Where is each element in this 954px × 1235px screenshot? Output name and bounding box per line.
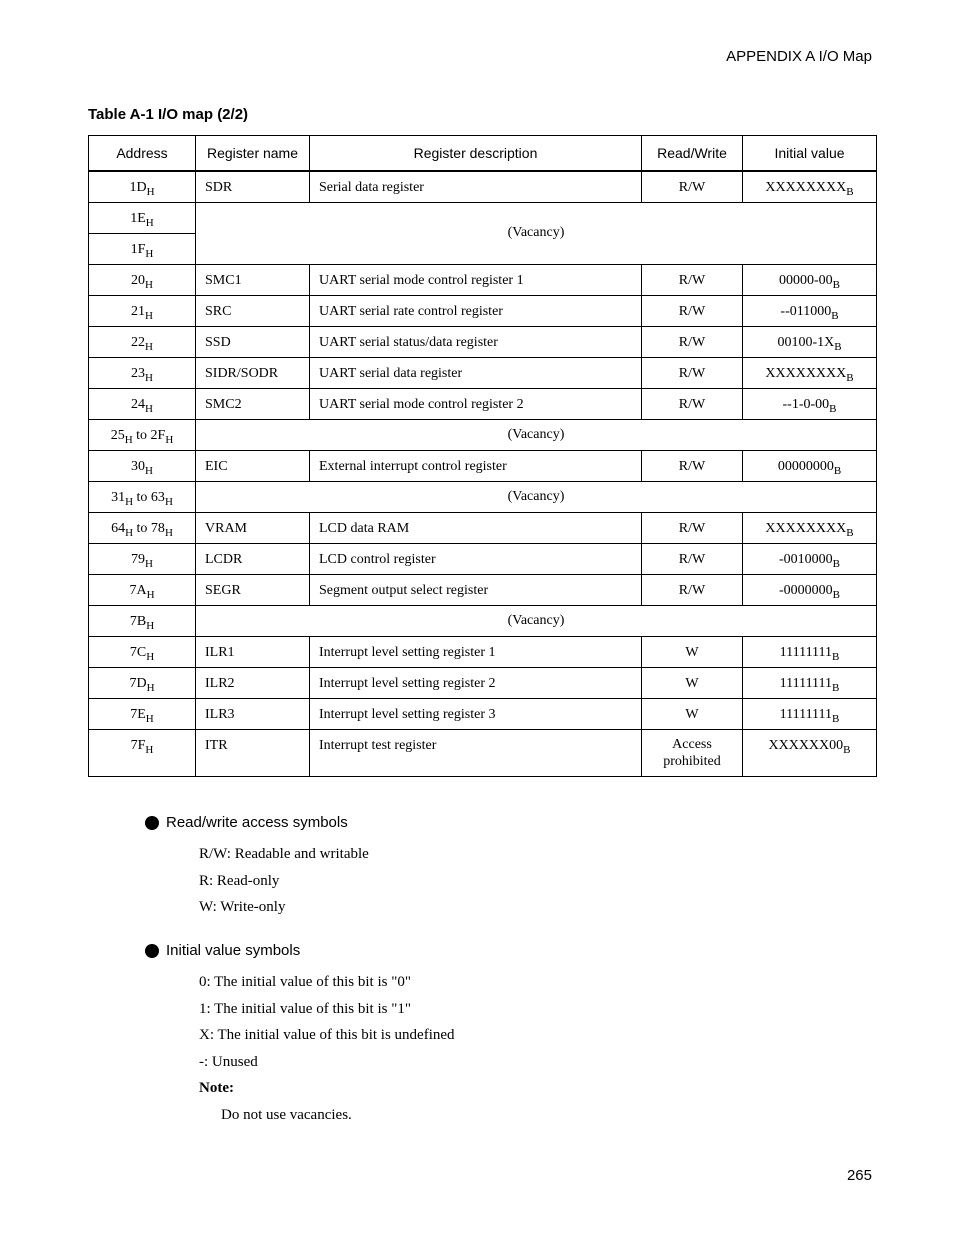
address-text: 7F (130, 737, 146, 753)
register-description-cell: LCD data RAM (310, 512, 642, 543)
read-write-cell (642, 667, 743, 698)
table-row (89, 543, 877, 574)
io-map-table (88, 135, 877, 777)
hex-suffix: H (146, 650, 155, 663)
bullet-icon (145, 816, 159, 830)
initial-value-text: 00000000 (777, 458, 834, 474)
register-name-cell: SDR (196, 171, 310, 202)
initial-symbol-item: 1: The initial value of this bit is "1" (199, 1001, 411, 1017)
column-header-register-description: Register description (310, 136, 642, 172)
note-text: Do not use vacancies. (221, 1107, 352, 1123)
register-name-cell: SEGR (196, 574, 310, 605)
read-write-text: R/W (678, 551, 706, 567)
access-symbol-item: W: Write-only (199, 899, 286, 915)
binary-suffix: B (846, 371, 854, 384)
address-cell (89, 481, 196, 512)
read-write-text: W (685, 675, 699, 691)
initial-value-text: 11111111 (779, 675, 833, 691)
address-text: 30 (131, 458, 146, 474)
register-name-cell: EIC (196, 450, 310, 481)
binary-suffix: B (843, 743, 851, 756)
address-cell (89, 512, 196, 543)
initial-value-cell (743, 729, 877, 776)
register-name-cell: SSD (196, 326, 310, 357)
binary-suffix: B (831, 309, 839, 322)
read-write-text: prohibited (663, 753, 721, 769)
read-write-cell (642, 512, 743, 543)
address-cell (89, 729, 196, 776)
hex-suffix: H (145, 743, 154, 756)
address-text: 1E (130, 210, 146, 226)
address-text: 31 (111, 489, 126, 505)
register-name-cell: VRAM (196, 512, 310, 543)
read-write-cell (642, 388, 743, 419)
access-symbols-heading-text: Read/write access symbols (166, 814, 348, 831)
register-description-cell: Interrupt level setting register 1 (310, 636, 642, 667)
register-description-cell: LCD control register (310, 543, 642, 574)
address-cell (89, 202, 196, 233)
vacancy-cell: (Vacancy) (196, 605, 877, 636)
hex-suffix: H (124, 433, 133, 446)
read-write-text: R/W (678, 458, 706, 474)
register-description-cell: Serial data register (310, 171, 642, 202)
vacancy-row (89, 419, 877, 450)
initial-symbols-heading (145, 942, 300, 959)
initial-value-cell (743, 295, 877, 326)
read-write-cell (642, 264, 743, 295)
table-caption: Table A-1 I/O map (2/2) (88, 106, 249, 123)
initial-symbol-item: -: Unused (199, 1054, 258, 1070)
note-label: Note: (199, 1080, 234, 1096)
address-text: 21 (131, 303, 146, 319)
register-description-cell: UART serial status/data register (310, 326, 642, 357)
address-text: 20 (131, 272, 146, 288)
hex-suffix: H (125, 526, 134, 539)
hex-suffix: H (145, 402, 153, 415)
vacancy-cell: (Vacancy) (196, 202, 877, 264)
access-symbols-heading (145, 814, 348, 831)
address-text: 79 (131, 551, 146, 567)
address-cell (89, 636, 196, 667)
register-description-cell: Interrupt level setting register 2 (310, 667, 642, 698)
address-text: 25 (110, 427, 125, 443)
hex-suffix: H (145, 712, 154, 725)
hex-suffix: H (145, 309, 153, 322)
initial-value-cell (743, 543, 877, 574)
table-row (89, 326, 877, 357)
read-write-cell (642, 326, 743, 357)
initial-value-cell (743, 450, 877, 481)
read-write-text: R/W (678, 180, 706, 195)
address-text: 22 (131, 334, 146, 350)
address-cell (89, 388, 196, 419)
initial-value-text: 11111111 (779, 706, 833, 722)
read-write-cell (642, 295, 743, 326)
running-header: APPENDIX A I/O Map (726, 48, 872, 65)
address-cell (89, 326, 196, 357)
register-name-cell: SRC (196, 295, 310, 326)
address-text: 1D (129, 180, 147, 195)
initial-value-text: XXXXXXXX (765, 365, 847, 381)
address-cell (89, 574, 196, 605)
read-write-cell (642, 574, 743, 605)
vacancy-row (89, 202, 877, 233)
binary-suffix: B (832, 681, 840, 694)
register-description-cell: Segment output select register (310, 574, 642, 605)
address-cell (89, 295, 196, 326)
hex-suffix: H (146, 681, 155, 694)
register-description-cell: Interrupt level setting register 3 (310, 698, 642, 729)
address-range-end: to 2F (132, 427, 166, 443)
address-text: 24 (131, 396, 146, 412)
binary-suffix: B (833, 464, 842, 477)
read-write-text: Access (672, 736, 712, 752)
address-text: 7C (129, 644, 147, 660)
hex-suffix: H (145, 247, 154, 260)
register-description-cell: UART serial rate control register (310, 295, 642, 326)
address-cell (89, 357, 196, 388)
register-name-cell: SIDR/SODR (196, 357, 310, 388)
read-write-text: R/W (678, 334, 706, 350)
initial-value-text: XXXXXXXX (765, 180, 847, 195)
initial-value-text: -0000000 (778, 582, 833, 598)
hex-suffix: H (145, 464, 153, 477)
initial-value-cell (743, 264, 877, 295)
initial-value-text: 00100-1X (777, 334, 835, 350)
address-range-end: to 78 (133, 520, 165, 536)
table-row (89, 264, 877, 295)
register-description-cell: UART serial mode control register 2 (310, 388, 642, 419)
hex-suffix: H (145, 278, 153, 291)
register-description-cell: Interrupt test register (310, 729, 642, 776)
initial-value-cell (743, 357, 877, 388)
address-text: 64 (111, 520, 126, 536)
address-cell (89, 698, 196, 729)
column-header-read-write: Read/Write (642, 136, 743, 172)
initial-value-cell (743, 574, 877, 605)
binary-suffix: B (832, 650, 840, 663)
initial-symbols-heading-text: Initial value symbols (166, 942, 301, 959)
binary-suffix: B (829, 402, 837, 415)
hex-suffix: H (146, 619, 155, 632)
register-description-cell: UART serial data register (310, 357, 642, 388)
hex-suffix: H (164, 526, 173, 539)
register-description-cell: UART serial mode control register 1 (310, 264, 642, 295)
hex-suffix: H (145, 371, 153, 384)
read-write-cell (642, 698, 743, 729)
read-write-text: R/W (678, 303, 706, 319)
initial-value-cell (743, 636, 877, 667)
table-row (89, 729, 877, 776)
access-symbol-item: R: Read-only (199, 873, 280, 889)
hex-suffix: H (145, 340, 153, 353)
initial-value-text: --011000 (780, 303, 832, 319)
vacancy-cell: (Vacancy) (196, 481, 877, 512)
read-write-text: R/W (678, 520, 706, 536)
address-cell (89, 450, 196, 481)
hex-suffix: H (125, 495, 134, 508)
read-write-cell (642, 636, 743, 667)
address-text: 1F (130, 241, 146, 257)
hex-suffix: H (146, 588, 155, 601)
table-row (89, 667, 877, 698)
address-cell (89, 264, 196, 295)
register-name-cell: ILR3 (196, 698, 310, 729)
binary-suffix: B (832, 278, 840, 291)
table-row (89, 171, 877, 202)
vacancy-cell: (Vacancy) (196, 419, 877, 450)
register-name-cell: SMC2 (196, 388, 310, 419)
hex-suffix: H (145, 216, 154, 229)
binary-suffix: B (832, 588, 840, 601)
table-row (89, 512, 877, 543)
address-text: 7A (129, 582, 147, 598)
address-cell (89, 543, 196, 574)
vacancy-row (89, 605, 877, 636)
page-number: 265 (846, 1167, 872, 1184)
register-description-cell: External interrupt control register (310, 450, 642, 481)
address-cell (89, 233, 196, 264)
initial-value-text: XXXXXX00 (768, 737, 844, 753)
read-write-text: R/W (678, 365, 706, 381)
address-range-end: to 63 (133, 489, 165, 505)
address-cell (89, 171, 196, 202)
table-row (89, 574, 877, 605)
read-write-text: W (685, 644, 699, 660)
table-row (89, 295, 877, 326)
binary-suffix: B (834, 340, 842, 353)
initial-symbol-item: 0: The initial value of this bit is "0" (199, 974, 411, 990)
read-write-text: W (685, 706, 699, 722)
register-name-cell: ILR1 (196, 636, 310, 667)
read-write-cell (642, 543, 743, 574)
table-header-row (89, 136, 877, 172)
initial-value-cell (743, 667, 877, 698)
initial-value-cell (743, 388, 877, 419)
bullet-icon (145, 944, 159, 958)
initial-value-text: -0010000 (778, 551, 833, 567)
read-write-cell (642, 171, 743, 202)
hex-suffix: H (165, 433, 174, 446)
binary-suffix: B (832, 557, 840, 570)
initial-value-text: XXXXXXXX (765, 520, 847, 536)
initial-symbol-item: X: The initial value of this bit is undefined (199, 1027, 455, 1043)
binary-suffix: B (846, 186, 854, 198)
register-name-cell: ITR (196, 729, 310, 776)
table-row (89, 450, 877, 481)
address-cell (89, 605, 196, 636)
binary-suffix: B (846, 526, 854, 539)
column-header-register-name: Register name (196, 136, 310, 172)
address-text: 7E (130, 706, 146, 722)
read-write-text: R/W (678, 396, 706, 412)
address-cell (89, 419, 196, 450)
register-name-cell: SMC1 (196, 264, 310, 295)
table-row (89, 357, 877, 388)
hex-suffix: H (164, 495, 173, 508)
table-row (89, 698, 877, 729)
column-header-address: Address (89, 136, 196, 172)
hex-suffix: H (146, 186, 155, 198)
read-write-cell (642, 357, 743, 388)
table-row (89, 388, 877, 419)
table-row (89, 636, 877, 667)
initial-value-cell (743, 326, 877, 357)
address-text: 7B (129, 613, 147, 629)
vacancy-row (89, 481, 877, 512)
access-symbol-item: R/W: Readable and writable (199, 846, 369, 862)
column-header-initial-value: Initial value (743, 136, 877, 172)
initial-value-text: --1-0-00 (782, 396, 830, 412)
initial-value-cell (743, 512, 877, 543)
register-name-cell: LCDR (196, 543, 310, 574)
read-write-cell (642, 729, 743, 776)
initial-value-text: 00000-00 (778, 272, 833, 288)
initial-value-cell (743, 171, 877, 202)
table-body (89, 171, 877, 776)
initial-value-text: 11111111 (779, 644, 833, 660)
binary-suffix: B (832, 712, 840, 725)
register-name-cell: ILR2 (196, 667, 310, 698)
read-write-text: R/W (678, 272, 706, 288)
read-write-text: R/W (678, 582, 706, 598)
address-text: 23 (131, 365, 146, 381)
address-cell (89, 667, 196, 698)
address-text: 7D (129, 675, 147, 691)
hex-suffix: H (145, 557, 153, 570)
initial-value-cell (743, 698, 877, 729)
read-write-cell (642, 450, 743, 481)
